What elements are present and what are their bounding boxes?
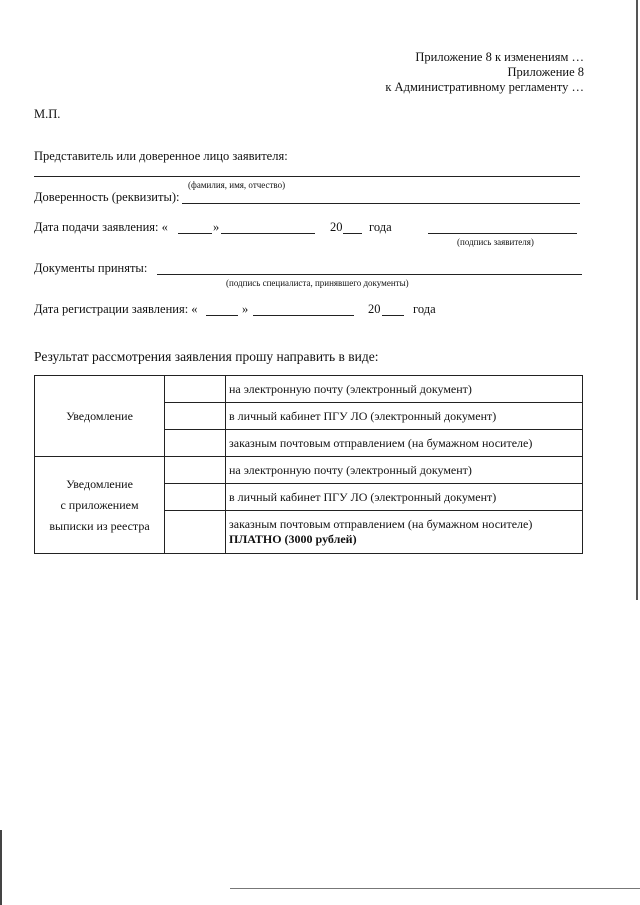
registration-date-label: Дата регистрации заявления: « [34, 302, 198, 316]
header-line-1: Приложение 8 к изменениям … [415, 50, 584, 64]
docs-accepted-caption: (подпись специалиста, принявшего документы) [226, 278, 409, 288]
paid-note: ПЛАТНО (3000 рублей) [229, 532, 357, 546]
option-extract-mail: заказным почтовым отправлением (на бумажном носителе) [229, 517, 533, 531]
option-checkbox-notification-email[interactable] [165, 376, 226, 403]
registration-year-prefix: 20 [368, 302, 381, 316]
registration-month-line[interactable] [253, 315, 354, 316]
option-extract-cabinet: в личный кабинет ПГУ ЛО (электронный документ) [226, 484, 583, 511]
registration-day-line[interactable] [206, 315, 238, 316]
option-extract-email: на электронную почту (электронный документ) [226, 457, 583, 484]
result-heading: Результат рассмотрения заявления прошу направить в виде: [34, 349, 379, 364]
option-notification-mail: заказным почтовым отправлением (на бумажном носителе) [226, 430, 583, 457]
applicant-signature-caption: (подпись заявителя) [457, 237, 534, 247]
option-notification-cabinet: в личный кабинет ПГУ ЛО (электронный документ) [226, 403, 583, 430]
filing-month-line[interactable] [221, 233, 315, 234]
scan-edge-left [0, 830, 2, 905]
docs-accepted-signature-line[interactable] [157, 274, 582, 275]
representative-name-line[interactable] [34, 176, 580, 177]
filing-close-quote: » [213, 220, 220, 234]
power-of-attorney-line[interactable] [182, 203, 580, 204]
group-notification-label: Уведомление [35, 376, 165, 457]
registration-close-quote: » [242, 302, 249, 316]
header-line-2: Приложение 8 [507, 65, 584, 79]
option-checkbox-extract-cabinet[interactable] [165, 484, 226, 511]
applicant-signature-line[interactable] [428, 233, 577, 234]
group-label-line-1: Уведомление [66, 476, 133, 491]
option-checkbox-extract-mail[interactable] [165, 511, 226, 554]
group-notification-with-extract-label [35, 457, 165, 554]
registration-year-suffix: года [413, 302, 436, 316]
group-label-line-3: выписки из реестра [49, 518, 150, 533]
filing-year-prefix: 20 [330, 220, 343, 234]
stamp-label: М.П. [34, 107, 61, 121]
name-caption: (фамилия, имя, отчество) [188, 180, 286, 190]
scan-edge-bottom [230, 888, 640, 889]
option-checkbox-notification-cabinet[interactable] [165, 403, 226, 430]
option-notification-email: на электронную почту (электронный документ) [226, 376, 583, 403]
header-line-3: к Административному регламенту … [385, 80, 584, 94]
option-checkbox-notification-mail[interactable] [165, 430, 226, 457]
filing-year-suffix: года [369, 220, 392, 234]
filing-day-line[interactable] [178, 233, 212, 234]
power-of-attorney-label: Доверенность (реквизиты): [34, 190, 180, 204]
group-label-line-2: с приложением [60, 497, 139, 512]
table-row [35, 457, 583, 484]
option-extract-mail-cell [226, 511, 583, 554]
docs-accepted-label: Документы приняты: [34, 261, 148, 275]
option-checkbox-extract-email[interactable] [165, 457, 226, 484]
result-delivery-table [34, 375, 583, 554]
registration-year-line[interactable] [382, 315, 404, 316]
filing-date-label: Дата подачи заявления: « [34, 220, 168, 234]
representative-label: Представитель или доверенное лицо заявителя: [34, 149, 288, 163]
filing-year-line[interactable] [343, 233, 362, 234]
table-row [35, 376, 583, 403]
scan-edge-right [636, 0, 638, 600]
